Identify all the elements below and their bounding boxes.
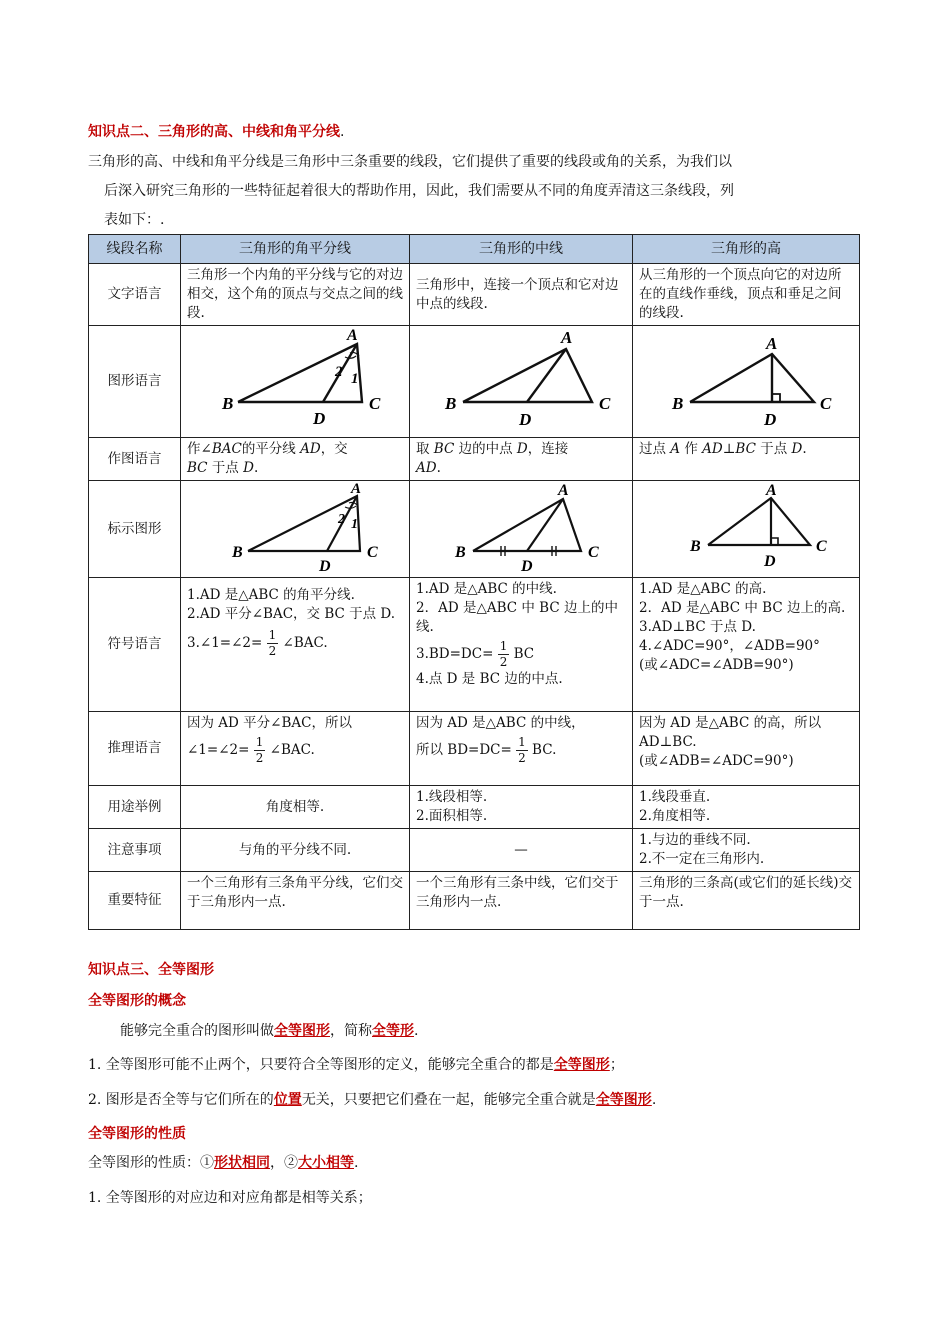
reason-line xyxy=(187,735,403,766)
text-fragment: ，② xyxy=(270,1155,298,1171)
text-fragment: 过点 xyxy=(639,441,666,457)
symbol-line xyxy=(187,628,403,659)
row-label-marked-figure: 标示图形 xyxy=(89,481,181,578)
fraction-half xyxy=(516,735,528,766)
symbol-line: (或∠ADC=∠ADB=90°) xyxy=(639,657,794,673)
reason-line xyxy=(416,735,626,766)
fraction-num: 1 xyxy=(255,735,264,749)
usage-line: 2.角度相等. xyxy=(639,808,711,824)
text-lang-median: 三角形中，连接一个顶点和它对边中点的线段. xyxy=(410,264,633,326)
table-row xyxy=(89,326,860,438)
notes-altitude xyxy=(633,829,860,872)
usage-bisector: 角度相等. xyxy=(181,786,410,829)
text-fragment: BAC xyxy=(211,441,242,457)
fraction-num: 1 xyxy=(518,735,526,749)
text-fragment: ∠BAC. xyxy=(282,635,328,651)
item-3: 1. 全等图形的对应边和对应角都是相等关系； xyxy=(88,1190,372,1206)
label-C: C xyxy=(588,544,599,561)
fraction-half xyxy=(254,735,266,766)
text-fragment: 1. 全等图形可能不止两个，只要符合全等图形的定义，能够完全重合的都是 xyxy=(88,1057,554,1073)
draw-lang-median xyxy=(410,438,633,481)
section3-heading: 知识点三、全等图形 xyxy=(88,962,214,978)
usage-line: 1.线段垂直. xyxy=(639,789,711,805)
label-A: A xyxy=(766,333,778,353)
text-fragment: 的平分线 xyxy=(241,441,296,457)
text-fragment: ，简称 xyxy=(330,1023,372,1039)
text-fragment: 取 xyxy=(416,441,430,457)
text-fragment: ∠1=∠2= xyxy=(187,742,250,758)
text-lang-altitude: 从三角形的一个顶点向它的对边所在的直线作垂线，顶点和垂足之间的线段. xyxy=(633,264,860,326)
intro-line-2: 后深入研究三角形的一些特征起着很大的帮助作用，因此，我们需要从不同的角度弄清这三条线段，列 xyxy=(104,183,734,199)
figure-altitude-cell xyxy=(633,326,860,438)
label-B: B xyxy=(690,538,701,555)
figure-bisector-cell xyxy=(181,326,410,438)
fraction-den: 2 xyxy=(499,655,508,669)
text-fragment: D xyxy=(516,441,528,457)
row-label-symbol-lang: 符号语言 xyxy=(89,578,181,712)
notes-bisector: 与角的平分线不同. xyxy=(181,829,410,872)
underlined-term: 全等图形 xyxy=(274,1023,330,1039)
reason-line: 因为 AD 平分∠BAC，所以 xyxy=(187,715,352,731)
section2-heading-text: 知识点二、三角形的高、中线和角平分线 xyxy=(88,124,340,140)
text-fragment: 所以 BD=DC= xyxy=(416,742,512,758)
text-fragment: 作 xyxy=(684,441,698,457)
reason-line: (或∠ADB=∠ADC=90°) xyxy=(639,753,794,769)
section2-heading xyxy=(88,121,344,141)
text-fragment: ，交 xyxy=(320,441,348,457)
row-label-text-lang: 文字语言 xyxy=(89,264,181,326)
symbol-line: 2．AD 是△ABC 中 BC 边上的高. xyxy=(639,600,846,616)
text-fragment: ⊥ xyxy=(722,441,736,457)
text-fragment: 于点 xyxy=(211,460,239,476)
intro-line-3: 表如下：. xyxy=(104,212,165,228)
comparison-table xyxy=(88,234,860,930)
text-fragment: ； xyxy=(609,1057,624,1073)
table-row xyxy=(89,264,860,326)
text-fragment: 3.BD=DC= xyxy=(416,646,494,662)
row-label-features: 重要特征 xyxy=(89,872,181,930)
label-B: B xyxy=(672,393,684,413)
features-median: 一个三角形有三条中线，它们交于三角形内一点. xyxy=(410,872,633,930)
label-A: A xyxy=(351,481,362,497)
marked-altitude-figure xyxy=(646,481,846,571)
symbol-line: 3.AD⊥BC 于点 D. xyxy=(639,619,756,635)
draw-lang-bisector xyxy=(181,438,410,481)
label-C: C xyxy=(820,393,832,413)
intro-line-1: 三角形的高、中线和角平分线是三角形中三条重要的线段，它们提供了重要的线段或角的关系，为我们以 xyxy=(88,154,732,170)
label-B: B xyxy=(455,544,466,561)
table-header-row xyxy=(89,235,860,264)
text-fragment: 无关，只要把它们叠在一起，能够完全重合就是 xyxy=(301,1092,596,1108)
label-B: B xyxy=(222,393,234,413)
text-fragment: D xyxy=(243,460,254,476)
usage-median xyxy=(410,786,633,829)
text-fragment: BC xyxy=(513,646,535,662)
label-B: B xyxy=(445,393,457,413)
label-D: D xyxy=(521,558,533,571)
label-B: B xyxy=(232,544,243,561)
label-C: C xyxy=(367,544,378,561)
text-fragment: 边的中点 xyxy=(458,441,513,457)
item-2 xyxy=(88,1090,656,1110)
text-fragment: BC xyxy=(735,441,756,457)
symbol-line: 1.AD 是△ABC 的角平分线. xyxy=(187,587,355,603)
fraction-den: 2 xyxy=(518,751,526,765)
row-label-draw-lang: 作图语言 xyxy=(89,438,181,481)
symbol-line: 4.点 D 是 BC 边的中点. xyxy=(416,671,563,687)
usage-line: 2.面积相等. xyxy=(416,808,488,824)
label-D: D xyxy=(319,558,331,571)
notes-median: — xyxy=(410,829,633,872)
text-fragment: ，连接 xyxy=(527,441,569,457)
label-D: D xyxy=(764,409,777,429)
property-heading: 全等图形的性质 xyxy=(88,1126,186,1142)
text-fragment: 于点 xyxy=(760,441,788,457)
text-lang-bisector: 三角形一个内角的平分线与它的对边相交，这个角的顶点与交点之间的线段. xyxy=(181,264,410,326)
symbol-lang-altitude xyxy=(633,578,860,712)
text-fragment: AD xyxy=(300,441,321,457)
label-D: D xyxy=(519,409,532,429)
marked-bisector-figure xyxy=(195,481,395,571)
property-paragraph xyxy=(88,1153,358,1173)
symbol-lang-bisector xyxy=(181,578,410,712)
label-C: C xyxy=(369,393,381,413)
item-1 xyxy=(88,1055,624,1075)
text-fragment: AD xyxy=(416,460,437,476)
text-fragment: . xyxy=(436,460,441,476)
concept-heading: 全等图形的概念 xyxy=(88,993,186,1009)
text-fragment: ∠BAC. xyxy=(269,742,315,758)
fraction-num: 1 xyxy=(268,628,277,642)
label-D: D xyxy=(313,408,326,428)
label-A: A xyxy=(558,482,569,499)
text-fragment: 作∠ xyxy=(187,441,212,457)
symbol-line: 4.∠ADC=90°，∠ADB=90° xyxy=(639,638,820,654)
reason-line: 因为 AD 是△ABC 的高，所以 AD⊥BC. xyxy=(639,715,822,750)
label-A: A xyxy=(347,328,358,344)
reason-lang-bisector xyxy=(181,712,410,786)
marked-bisector-cell xyxy=(181,481,410,578)
text-fragment: . xyxy=(651,1092,657,1108)
header-altitude: 三角形的高 xyxy=(633,235,860,264)
text-fragment: . xyxy=(253,460,259,476)
header-segment-name: 线段名称 xyxy=(89,235,181,264)
text-fragment: 全等图形的性质：① xyxy=(88,1155,214,1171)
text-fragment: BC. xyxy=(532,742,557,758)
row-label-usage: 用途举例 xyxy=(89,786,181,829)
text-fragment: . xyxy=(354,1155,359,1171)
marked-median-figure xyxy=(421,481,621,571)
underlined-term: 位置 xyxy=(273,1092,302,1108)
header-bisector: 三角形的角平分线 xyxy=(181,235,410,264)
row-label-figure-lang: 图形语言 xyxy=(89,326,181,438)
underlined-term: 大小相等 xyxy=(298,1155,354,1171)
table-row xyxy=(89,481,860,578)
table-row xyxy=(89,872,860,930)
table-row xyxy=(89,829,860,872)
label-angle2: 2 xyxy=(338,512,345,527)
text-fragment: A xyxy=(670,441,681,457)
header-median: 三角形的中线 xyxy=(410,235,633,264)
label-angle1: 1 xyxy=(351,517,358,532)
symbol-line: 2．AD 是△ABC 中 BC 边上的中线. xyxy=(416,600,618,635)
text-fragment: BC xyxy=(187,460,208,476)
row-label-reason-lang: 推理语言 xyxy=(89,712,181,786)
symbol-line xyxy=(416,639,626,670)
text-fragment: 2. 图形是否全等与它们所在的 xyxy=(88,1092,274,1108)
symbol-lang-median xyxy=(410,578,633,712)
fraction-den: 2 xyxy=(255,751,264,765)
fraction-den: 2 xyxy=(268,644,277,658)
row-label-notes: 注意事项 xyxy=(89,829,181,872)
label-C: C xyxy=(599,393,611,413)
text-fragment: 3.∠1=∠2= xyxy=(187,635,263,651)
text-fragment: AD xyxy=(702,441,723,457)
median-triangle-figure xyxy=(421,329,621,429)
section2-heading-tail: . xyxy=(340,124,345,140)
symbol-line: 2.AD 平分∠BAC，交 BC 于点 D. xyxy=(187,606,396,622)
figure-median-cell xyxy=(410,326,633,438)
notes-line: 2.不一定在三角形内. xyxy=(639,851,765,867)
fraction-num: 1 xyxy=(499,639,508,653)
features-bisector: 一个三角形有三条角平分线，它们交于三角形内一点. xyxy=(181,872,410,930)
underlined-term: 形状相同 xyxy=(214,1155,270,1171)
text-fragment: BC xyxy=(433,441,455,457)
marked-altitude-cell xyxy=(633,481,860,578)
underlined-term: 全等形 xyxy=(372,1023,414,1039)
features-altitude: 三角形的三条高(或它们的延长线)交于一点. xyxy=(633,872,860,930)
underlined-term: 全等图形 xyxy=(595,1092,652,1108)
table-row xyxy=(89,712,860,786)
label-A: A xyxy=(561,328,573,347)
text-fragment: . xyxy=(414,1023,419,1039)
draw-lang-altitude xyxy=(633,438,860,481)
symbol-line: 1.AD 是△ABC 的高. xyxy=(639,581,767,597)
text-fragment: . xyxy=(802,441,807,457)
usage-altitude xyxy=(633,786,860,829)
reason-line: 因为 AD 是△ABC 的中线， xyxy=(416,715,585,731)
table-row xyxy=(89,578,860,712)
concept-paragraph xyxy=(120,1021,418,1041)
altitude-triangle-figure xyxy=(646,329,846,429)
bisector-triangle-figure xyxy=(195,329,395,429)
table-row xyxy=(89,786,860,829)
label-angle2: 2 xyxy=(335,363,343,380)
underlined-term: 全等图形 xyxy=(553,1057,610,1073)
table-row xyxy=(89,438,860,481)
label-A: A xyxy=(766,482,777,499)
fraction-half xyxy=(267,628,279,659)
fraction-half xyxy=(498,639,510,670)
reason-lang-altitude xyxy=(633,712,860,786)
text-fragment: D xyxy=(791,441,803,457)
label-angle1: 1 xyxy=(351,370,359,387)
text-fragment: 能够完全重合的图形叫做 xyxy=(120,1023,274,1039)
usage-line: 1.线段相等. xyxy=(416,789,488,805)
marked-median-cell xyxy=(410,481,633,578)
label-C: C xyxy=(816,538,827,555)
reason-lang-median xyxy=(410,712,633,786)
symbol-line: 1.AD 是△ABC 的中线. xyxy=(416,581,557,597)
notes-line: 1.与边的垂线不同. xyxy=(639,832,751,848)
label-D: D xyxy=(764,553,776,570)
